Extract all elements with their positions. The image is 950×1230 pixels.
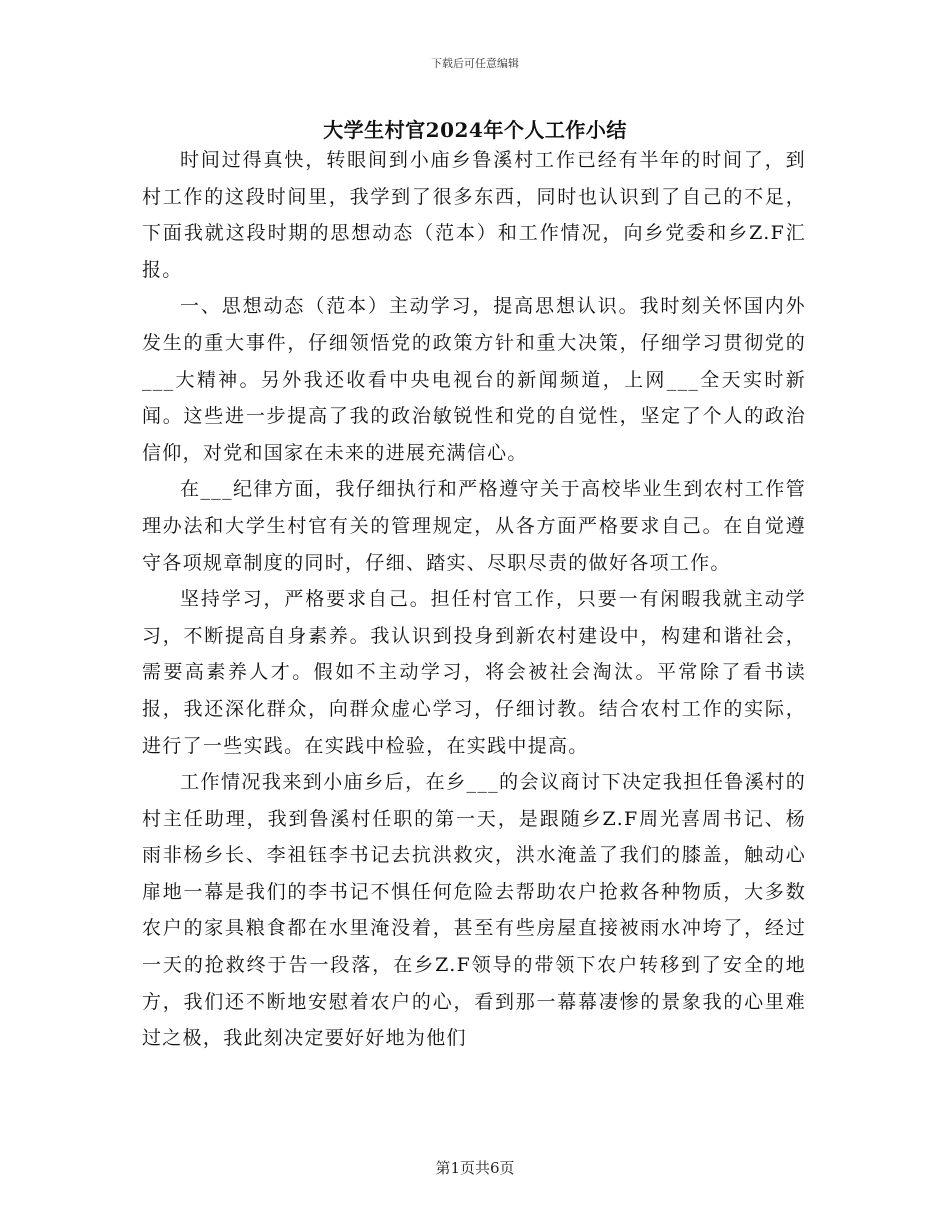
document-title: 大学生村官2024年个人工作小结 <box>323 118 627 142</box>
paragraph-discipline: 在___纪律方面，我仔细执行和严格遵守关于高校毕业生到农村工作管理办法和大学生村官有关的管理规定，从各方面严格要求自己。在自觉遵守各项规章制度的同时，仔细、踏实、尽职尽责的做好各项工作。 <box>142 478 806 574</box>
document-body <box>142 142 806 1057</box>
paragraph-work: 工作情况我来到小庙乡后，在乡___的会议商讨下决定我担任鲁溪村的村主任助理，我到鲁溪村任职的第一天，是跟随乡Z.F周光喜周书记、杨雨非杨乡长、李祖钰李书记去抗洪救灾，洪水淹盖了我们的膝盖，触动心扉地一幕是我们的李书记不惧任何危险去帮助农户抢救各种物质，大多数农户的家具粮食都在水里淹没着，甚至有些房屋直接被雨水冲垮了，经过一天的抢救终于告一段落，在乡Z.F领导的带领下农户转移到了安全的地方，我们还不断地安慰着农户的心，看到那一幕幕凄惨的景象我的心里难过之极，我此刻决定要好好地为他们 <box>142 771 806 1050</box>
page-number: 第1页共6页 <box>435 1159 515 1177</box>
paragraph-study: 坚持学习，严格要求自己。担任村官工作，只要一有闲暇我就主动学习，不断提高自身素养。我认识到投身到新农村建设中，构建和谐社会，需要高素养人才。假如不主动学习，将会被社会淘汰。平常除了看书读报，我还深化群众，向群众虚心学习，仔细讨教。结合农村工作的实际，进行了一些实践。在实践中检验，在实践中提高。 <box>142 588 806 757</box>
paragraph-thought: 一、思想动态（范本）主动学习，提高思想认识。我时刻关怀国内外发生的重大事件，仔细领悟党的政策方针和重大决策，仔细学习贯彻党的___大精神。另外我还收看中央电视台的新闻频道，上网___全天实时新闻。这些进一步提高了我的政治敏锐性和党的自觉性，坚定了个人的政治信仰，对党和国家在未来的进展充满信心。 <box>142 295 806 464</box>
page-header-note: 下载后可任意编辑 <box>431 57 519 70</box>
paragraph-intro: 时间过得真快，转眼间到小庙乡鲁溪村工作已经有半年的时间了，到村工作的这段时间里，我学到了很多东西，同时也认识到了自己的不足，下面我就这段时期的思想动态（范本）和工作情况，向乡党委和乡Z.F汇报。 <box>142 149 806 281</box>
